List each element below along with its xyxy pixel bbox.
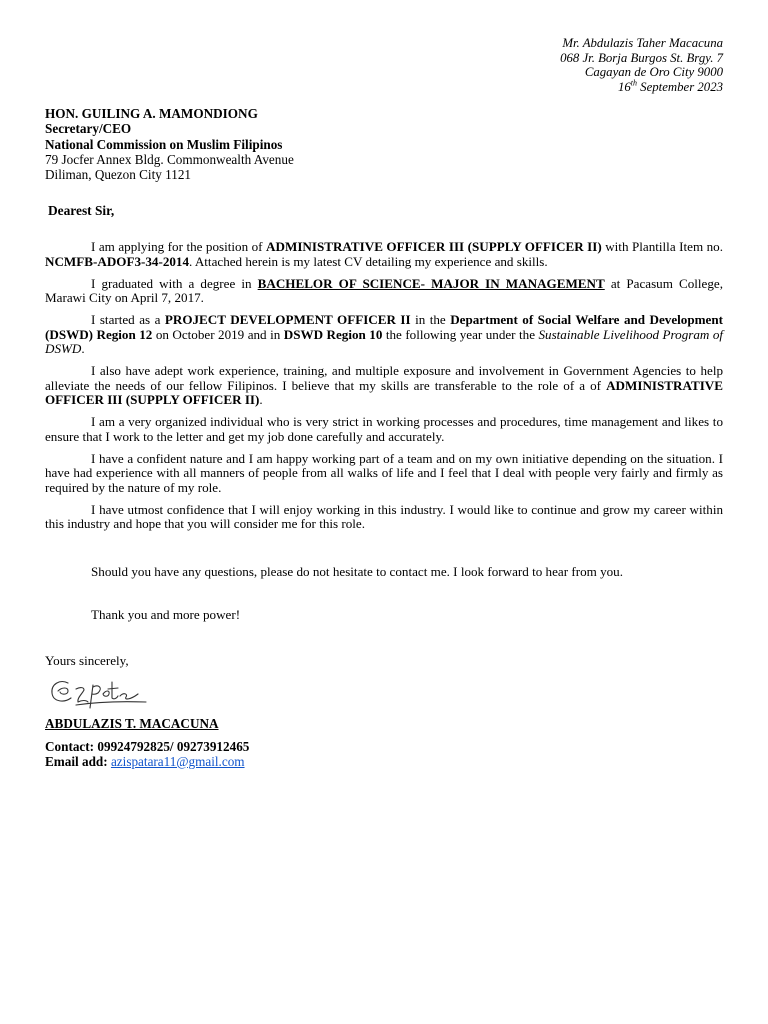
sender-address-line-1: 068 Jr. Borja Burgos St. Brgy. 7 — [560, 50, 723, 65]
text: the following year under the — [382, 326, 539, 342]
paragraph-confidence: I have utmost confidence that I will enjoy working in this industry. I would like to continue and grow my career within this industry and hope that you will consider me for this role. — [45, 501, 723, 531]
contact-numbers: 09924792825/ 09273912465 — [94, 739, 250, 754]
paragraph-education — [45, 277, 723, 306]
program-name: Sustainable Livelihood Program of DSWD — [45, 326, 724, 356]
handwritten-signature — [46, 672, 158, 712]
text: at Pacasum College, Marawi City on April 7, 2017. — [45, 275, 723, 305]
paragraph-teamwork: I have a confident nature and I am happy working part of a team and on my own initiative depending on the situation. I have had experience with all manners of people from all walks of life and I feel that I deal with people very fairly and firmly as required by the nature of my role. — [45, 450, 723, 495]
recipient-organization: National Commission on Muslim Filipinos — [45, 136, 283, 152]
text: on October 2019 and in — [152, 326, 284, 342]
plantilla-item: NCMFB-ADOF3-34-2014 — [45, 253, 190, 269]
paragraph-organized: I am a very organized individual who is very strict in working processes and procedures, time management and likes to ensure that I work to the letter and get my job done carefully and accurately. — [45, 414, 723, 444]
recipient-address-line-2: Diliman, Quezon City 1121 — [45, 167, 192, 183]
letter-body — [45, 240, 723, 539]
position-title: ADMINISTRATIVE OFFICER III (SUPPLY OFFICER II) — [45, 377, 723, 407]
letter-date — [403, 80, 723, 95]
paragraph-experience — [45, 313, 723, 357]
signer-name: ABDULAZIS T. MACACUNA — [45, 716, 219, 731]
text: with Plantilla Item no. — [601, 239, 723, 254]
text: . Attached herein is my latest CV detailing my experience and skills. — [189, 253, 548, 269]
thanks-line: Thank you and more power! — [91, 607, 241, 622]
text: I started as a — [91, 312, 165, 327]
recipient-block — [45, 106, 545, 182]
recipient-address-line-1: 79 Jocfer Annex Bldg. Commonwealth Avenue — [45, 151, 294, 167]
text: I also have adept work experience, training, and multiple exposure and involvement in Government Agencies to help alleviate the needs of our fellow Filipinos. I believe that my skills are transferable to the role of a of — [45, 363, 723, 393]
text: . — [259, 392, 263, 407]
sender-address-line-2: Cagayan de Oro City 9000 — [584, 65, 723, 80]
contact-block — [45, 740, 249, 770]
job-title: PROJECT DEVELOPMENT OFFICER II — [164, 312, 411, 327]
valediction: Yours sincerely, — [45, 653, 129, 668]
text: I graduated with a degree in — [91, 275, 258, 291]
text: in the — [410, 312, 451, 327]
closing-question: Should you have any questions, please do not hesitate to contact me. I look forward to hear from you. — [91, 564, 623, 579]
text: I am applying for the position of — [91, 239, 267, 254]
email-link[interactable]: azispatara11@gmail.com — [110, 753, 245, 769]
sender-name: Mr. Abdulazis Taher Macacuna — [562, 36, 723, 50]
region: DSWD Region 10 — [283, 326, 383, 342]
salutation: Dearest Sir, — [48, 203, 115, 218]
contact-line — [45, 740, 249, 755]
date-month-year: September 2023 — [636, 79, 723, 94]
paragraph-skills — [45, 364, 723, 408]
recipient-name: HON. GUILING A. MAMONDIONG — [45, 106, 258, 121]
email-label: Email add: — [45, 753, 108, 769]
text: . — [81, 341, 85, 356]
degree: BACHELOR OF SCIENCE- MAJOR IN MANAGEMENT — [257, 275, 605, 291]
date-suffix: th — [630, 78, 637, 88]
department: Department of Social Welfare and Development (DSWD) Region 12 — [45, 312, 723, 342]
recipient-title: Secretary/CEO — [45, 121, 132, 137]
email-line — [45, 755, 249, 770]
position-title: ADMINISTRATIVE OFFICER III (SUPPLY OFFICER II) — [266, 239, 602, 254]
date-day: 16 — [617, 79, 631, 94]
sender-block — [403, 36, 723, 94]
contact-label: Contact: — [45, 739, 95, 754]
paragraph-position — [45, 240, 723, 269]
